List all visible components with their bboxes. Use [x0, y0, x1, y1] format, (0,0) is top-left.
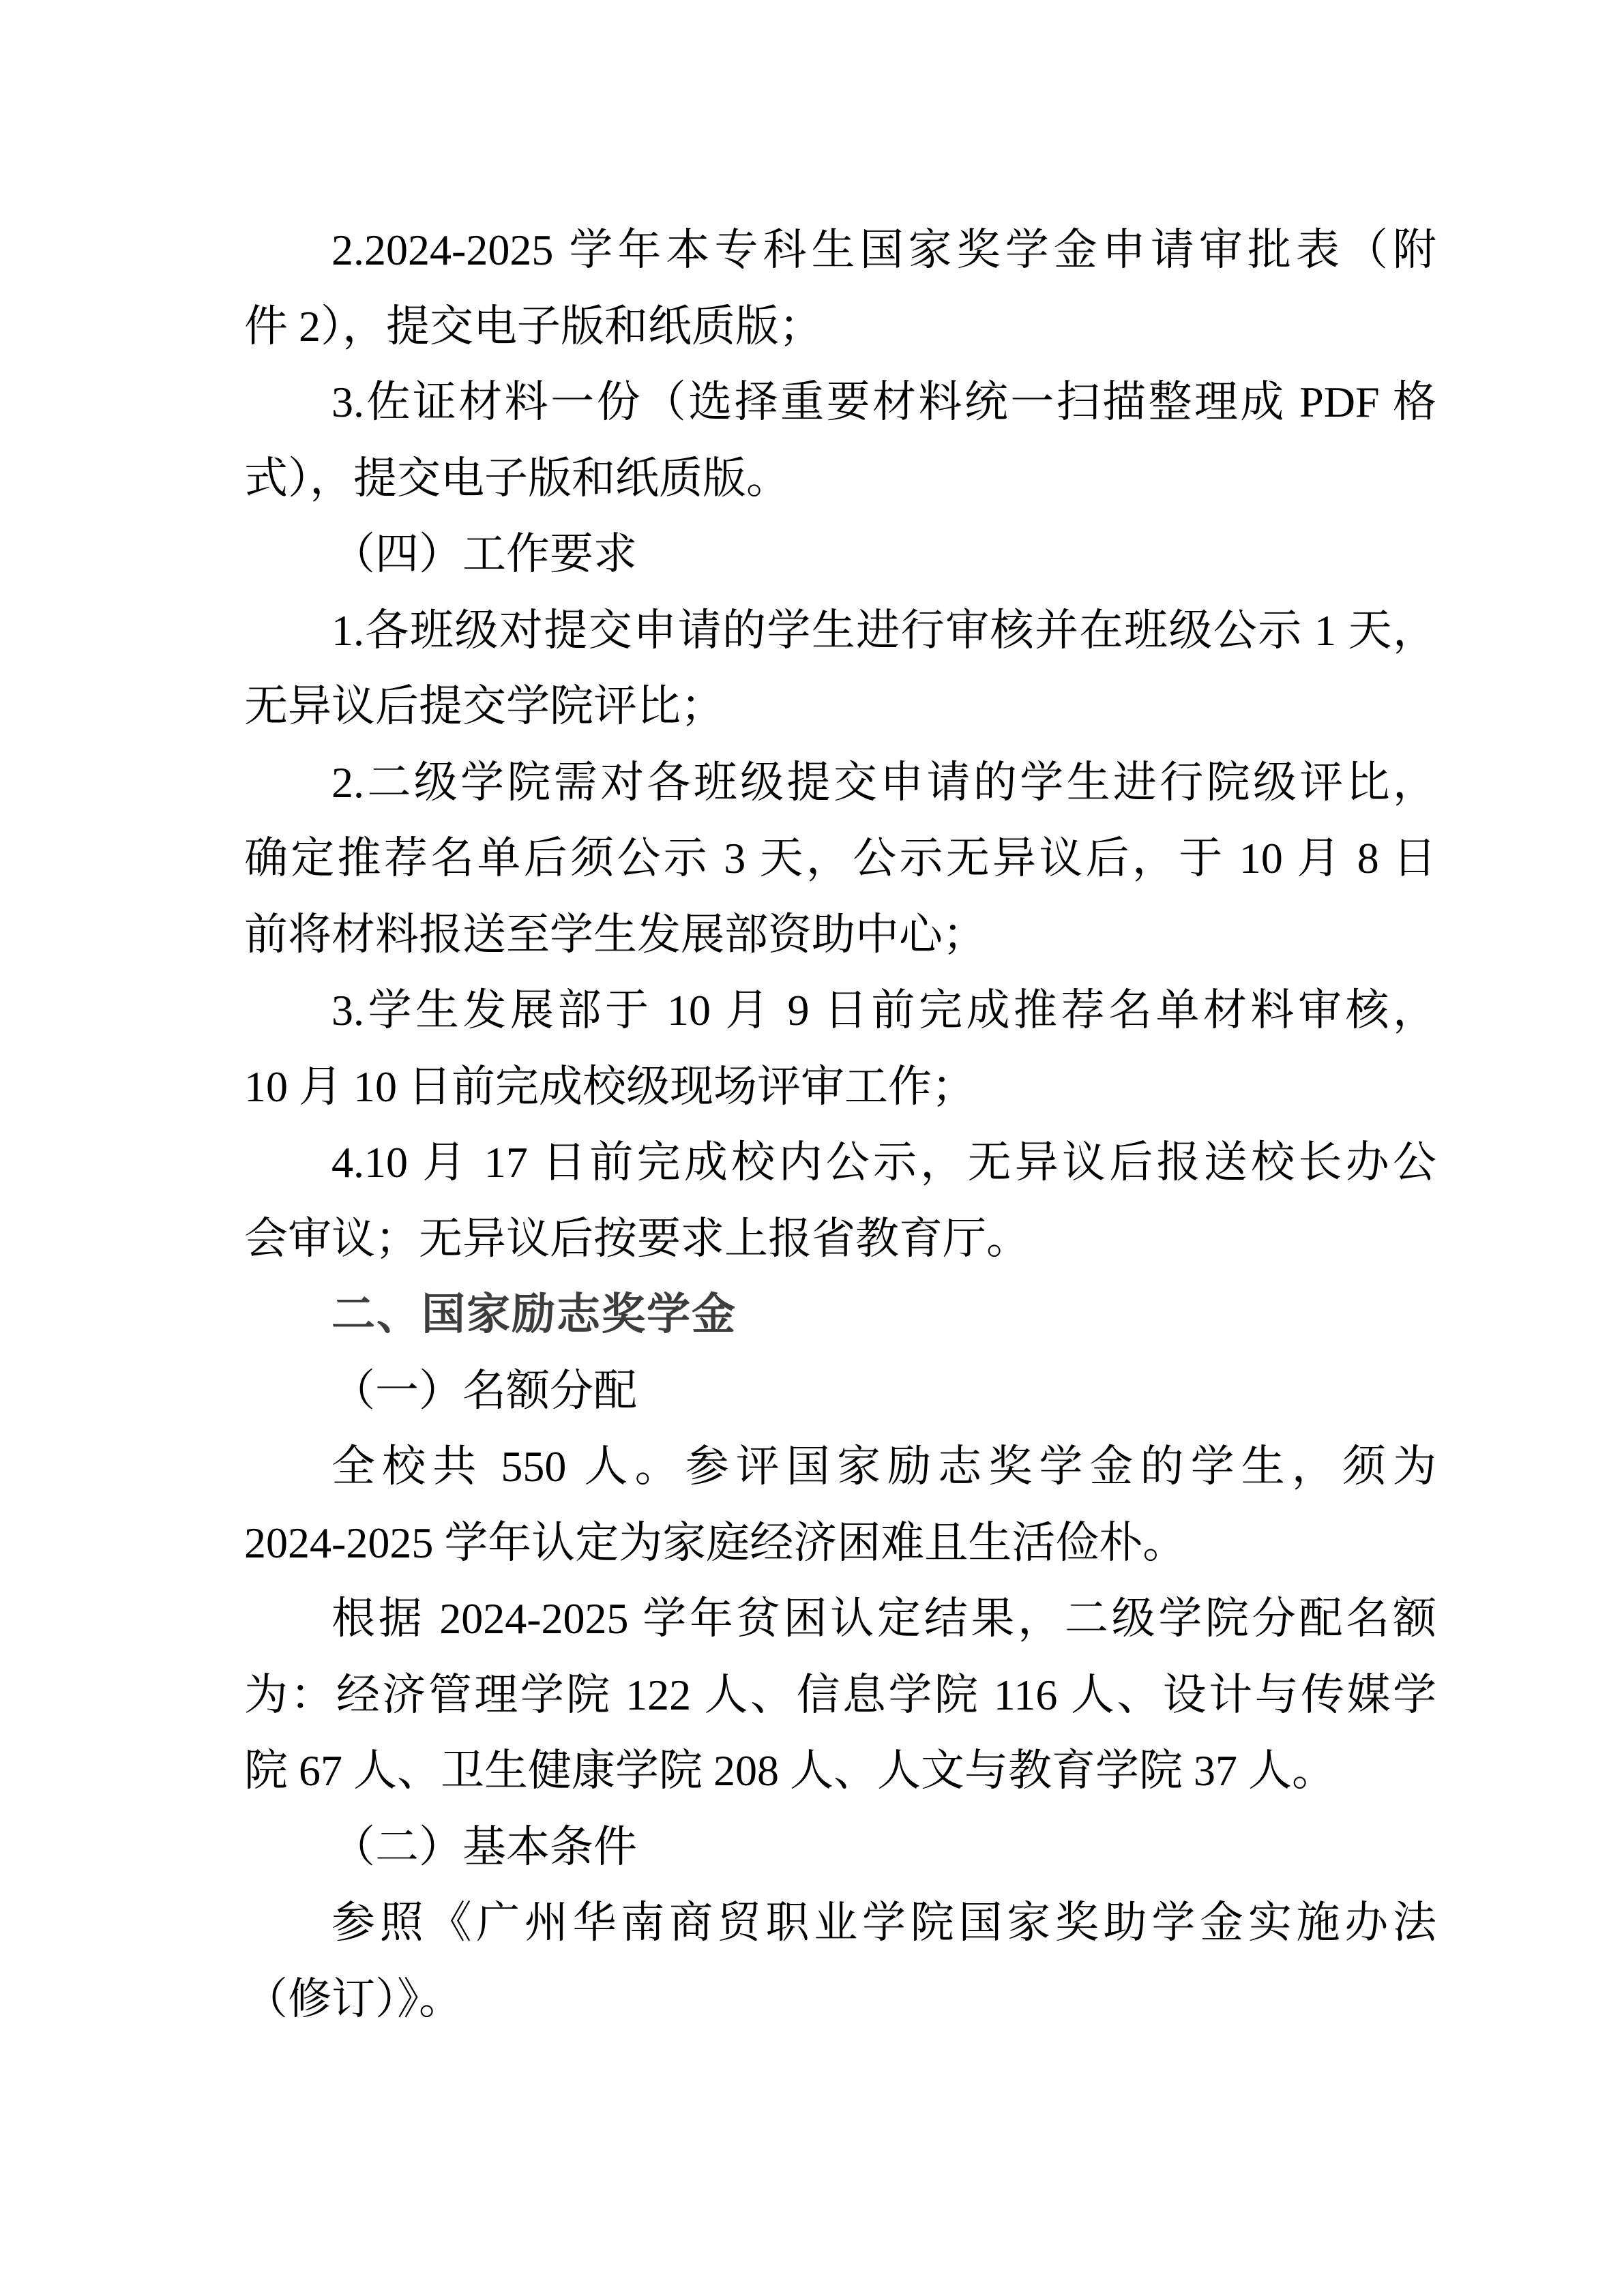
heading-work-requirements: （四）工作要求 [331, 530, 637, 578]
text-line: 3.佐证材料一份（选择重要材料统一扫描整理成 PDF 格 [331, 378, 1436, 426]
text-line: 件 2），提交电子版和纸质版； [244, 301, 823, 351]
text-line: 2.二级学院需对各班级提交申请的学生进行院级评比， [331, 758, 1436, 807]
text-line: 全校共 550 人。参评国家励志奖学金的学生，须为 [331, 1442, 1436, 1491]
heading-basic-conditions: （二）基本条件 [331, 1822, 637, 1871]
text-line: 参照《广州华南商贸职业学院国家奖助学金实施办法 [331, 1898, 1436, 1947]
document-text-block [244, 212, 1436, 2037]
text-line: 10 月 10 日前完成校级现场评审工作； [244, 1062, 975, 1111]
text-line: 无异议后提交学院评比； [244, 682, 724, 730]
heading-national-encouragement-scholarship: 二、国家励志奖学金 [331, 1289, 737, 1339]
text-line: 会审议；无异议后按要求上报省教育厅。 [244, 1214, 1030, 1263]
text-line: 1.各班级对提交申请的学生进行审核并在班级公示 1 天， [331, 606, 1436, 655]
text-line: 根据 2024-2025 学年贫困认定结果，二级学院分配名额 [331, 1594, 1436, 1643]
heading-quota-allocation: （一）名额分配 [331, 1366, 637, 1415]
text-line: 2024-2025 学年认定为家庭经济困难且生活俭朴。 [244, 1518, 1187, 1567]
text-line: 3.学生发展部于 10 月 9 日前完成推荐名单材料审核， [331, 986, 1436, 1034]
text-line: 为：经济管理学院 122 人、信息学院 116 人、设计与传媒学 [244, 1670, 1436, 1719]
text-line: 前将材料报送至学生发展部资助中心； [244, 910, 986, 959]
text-line: 式），提交电子版和纸质版。 [244, 453, 790, 503]
text-line: 确定推荐名单后须公示 3 天，公示无异议后，于 10 月 8 日 [244, 834, 1436, 882]
text-line: 院 67 人、卫生健康学院 208 人、人文与教育学院 37 人。 [244, 1746, 1335, 1795]
text-line: 4.10 月 17 日前完成校内公示，无异议后报送校长办公 [331, 1138, 1436, 1187]
text-line: （修订）》。 [244, 1974, 462, 2023]
text-line: 2.2024-2025 学年本专科生国家奖学金申请审批表（附 [331, 226, 1436, 274]
